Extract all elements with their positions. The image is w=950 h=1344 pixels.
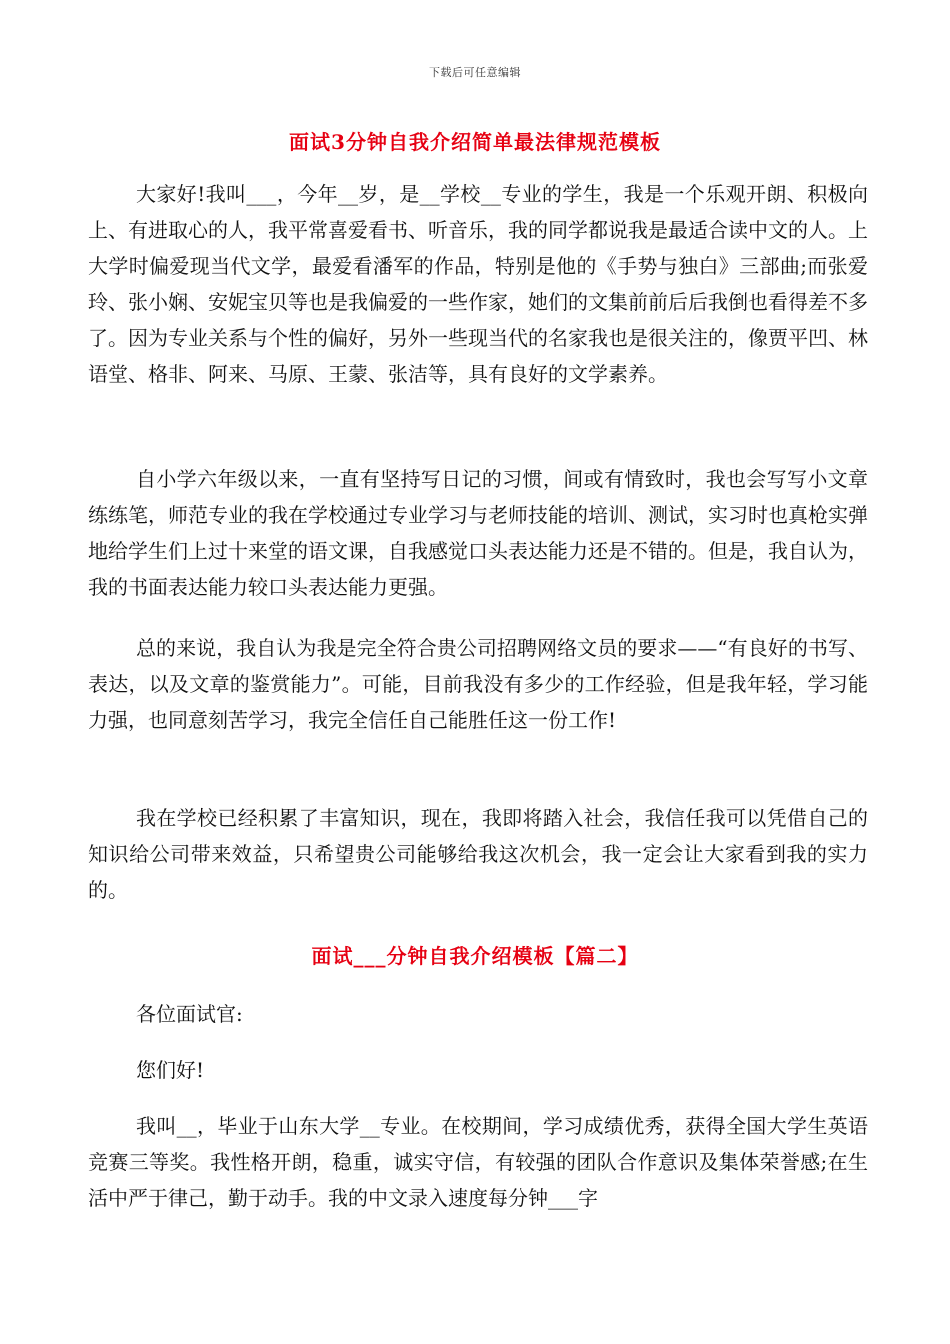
paragraph-summary: 总的来说，我自认为我是完全符合贵公司招聘网络文员的要求——“有良好的书写、表达，以及文章的鉴赏能力”。可能，目前我没有多少的工作经验，但是我年轻，学习能力强，也同意刻苦学习，我完全信任自己能胜任这一份工作! [88,636,868,732]
paragraph-closing: 我在学校已经积累了丰富知识，现在，我即将踏入社会，我信任我可以凭借自己的知识给公司带来效益，只希望贵公司能够给我这次机会，我一定会让大家看到我的实力的。 [88,806,868,902]
header-note: 下载后可任意编辑 [429,66,521,79]
section-title: 面试___分钟自我介绍模板【篇二】 [311,944,639,968]
paragraph-salutation: 各位面试官: [136,1002,243,1026]
document-title: 面试3分钟自我介绍简单最法律规范模板 [289,130,661,154]
paragraph-greeting: 您们好! [136,1058,205,1082]
paragraph-intro: 大家好!我叫___，今年__岁，是__学校__专业的学生，我是一个乐观开朗、积极向上、有进取心的人，我平常喜爱看书、听音乐，我的同学都说我是最适合读中文的人。上大学时偏爱现当代文学，最爱看潘军的作品，特别是他的《手势与独白》三部曲;而张爱玲、张小娴、安妮宝贝等也是我偏爱的一些作家，她们的文集前前后后我倒也看得差不多了。因为专业关系与个性的偏好，另外一些现当代的名家我也是很关注的，像贾平凹、林语堂、格非、阿来、马原、王蒙、张洁等，具有良好的文学素养。 [88,182,868,386]
paragraph-diary: 自小学六年级以来，一直有坚持写日记的习惯，间或有情致时，我也会写写小文章练练笔，师范专业的我在学校通过专业学习与老师技能的培训、测试，实习时也真枪实弹地给学生们上过十来堂的语文课，自我感觉口头表达能力还是不错的。但是，我自认为，我的书面表达能力较口头表达能力更强。 [88,467,868,599]
paragraph-self-intro: 我叫__，毕业于山东大学__专业。在校期间，学习成绩优秀，获得全国大学生英语竞赛三等奖。我性格开朗，稳重，诚实守信，有较强的团队合作意识及集体荣誉感;在生活中严于律己，勤于动手。我的中文录入速度每分钟___字 [88,1114,868,1210]
